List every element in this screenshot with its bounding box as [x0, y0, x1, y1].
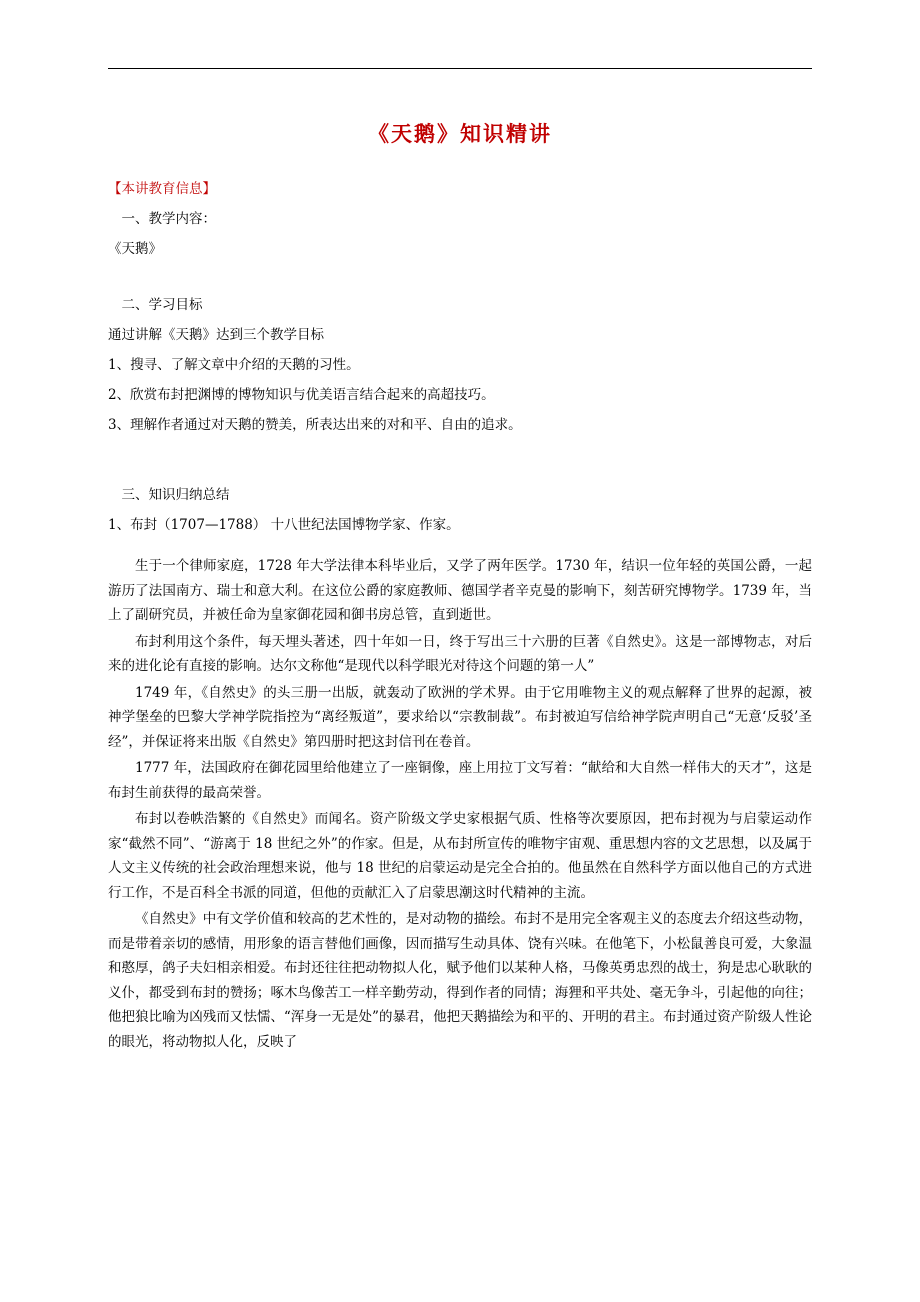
body-paragraph: 布封利用这个条件，每天埋头著述，四十年如一日，终于写出三十六册的巨著《自然史》。这是一部博物志，对后来的进化论有直接的影响。达尔文称他“是现代以科学眼光对待这个问题的第一人”: [108, 633, 812, 674]
spacer: [108, 540, 812, 554]
body-paragraph: 生于一个律师家庭，1728 年大学法律本科毕业后，又学了两年医学。1730 年，结识一位年轻的英国公爵，一起游历了法国南方、瑞士和意大利。在这位公爵的家庭教师、德国学者辛克曼的影响下，刻苦研究博物学。1739 年，当上了副研究员，并被任命为皇家御花园和御书房总管，直到逝世。: [108, 558, 812, 623]
teaching-info-heading: 【本讲教育信息】: [108, 181, 216, 197]
part-two-item-3: 3、理解作者通过对天鹅的赞美，所表达出来的对和平、自由的追求。: [108, 417, 522, 433]
body-paragraph: 布封以卷帙浩繁的《自然史》而闻名。资产阶级文学史家根据气质、性格等次要原因，把布封视为与启蒙运动作家“截然不同”、“游离于 18 世纪之外”的作家。但是，从布封所宣传的唯物宇宙观、重思想内容的文艺思想，以及属于人文主义传统的社会政治理想来说，他与 18 世纪的启蒙运动是完全合拍的。他虽然在自然科学方面以他自己的方式进行工作，不是百科全书派的同道，但他的贡献汇入了启蒙思潮这时代精神的主流。: [108, 811, 812, 901]
body-paragraph: 1777 年，法国政府在御花园里给他建立了一座铜像，座上用拉丁文写着：“献给和大自然一样伟大的天才”，这是布封生前获得的最高荣誉。: [108, 760, 812, 801]
part-one-heading: 一、教学内容：: [121, 211, 216, 227]
spacer: [108, 440, 812, 466]
spacer: [108, 466, 812, 480]
spacer: [108, 264, 812, 290]
part-two-lead: 通过讲解《天鹅》达到三个教学目标: [108, 327, 324, 343]
header-rule: [108, 68, 812, 69]
part-two-item-1: 1、搜寻、了解文章中介绍的天鹅的习性。: [108, 357, 360, 373]
part-one-item: 《天鹅》: [108, 241, 162, 257]
page-title: 《天鹅》知识精讲: [368, 121, 552, 146]
part-two-heading: 二、学习目标: [121, 297, 203, 313]
body-paragraph: 《自然史》中有文学价值和较高的艺术性的，是对动物的描绘。布封不是用完全客观主义的态度去介绍这些动物，而是带着亲切的感情，用形象的语言替他们画像，因而描写生动具体、饶有兴味。在他笔下，小松鼠善良可爱，大象温和憨厚，鸽子夫妇相亲相爱。布封还往往把动物拟人化，赋予他们以某种人格，马像英勇忠烈的战士，狗是忠心耿耿的义仆，都受到布封的赞扬；啄木鸟像苦工一样辛勤劳动，得到作者的同情；海狸和平共处、毫无争斗，引起他的向往；他把狼比喻为凶残而又怯懦、“浑身一无是处”的暴君，他把天鹅描绘为和平的、开明的君主。布封通过资产阶级人性论的眼光，将动物拟人化，反映了: [108, 911, 812, 1050]
part-two-item-2: 2、欣赏布封把渊博的博物知识与优美语言结合起来的高超技巧。: [108, 387, 495, 403]
document-content: [108, 0, 812, 1054]
body-paragraph: 1749 年，《自然史》的头三册一出版，就轰动了欧洲的学术界。由于它用唯物主义的观点解释了世界的起源，被神学堡垒的巴黎大学神学院指控为“离经叛道”，要求给以“宗教制裁”。布封被迫写信给神学院声明自己“无意‘反驳’圣经”，并保证将来出版《自然史》第四册时把这封信刊在卷首。: [108, 684, 812, 750]
part-three-heading: 三、知识归纳总结: [121, 487, 230, 503]
part-three-item-1: 1、布封（1707—1788） 十八世纪法国博物学家、作家。: [108, 517, 460, 533]
